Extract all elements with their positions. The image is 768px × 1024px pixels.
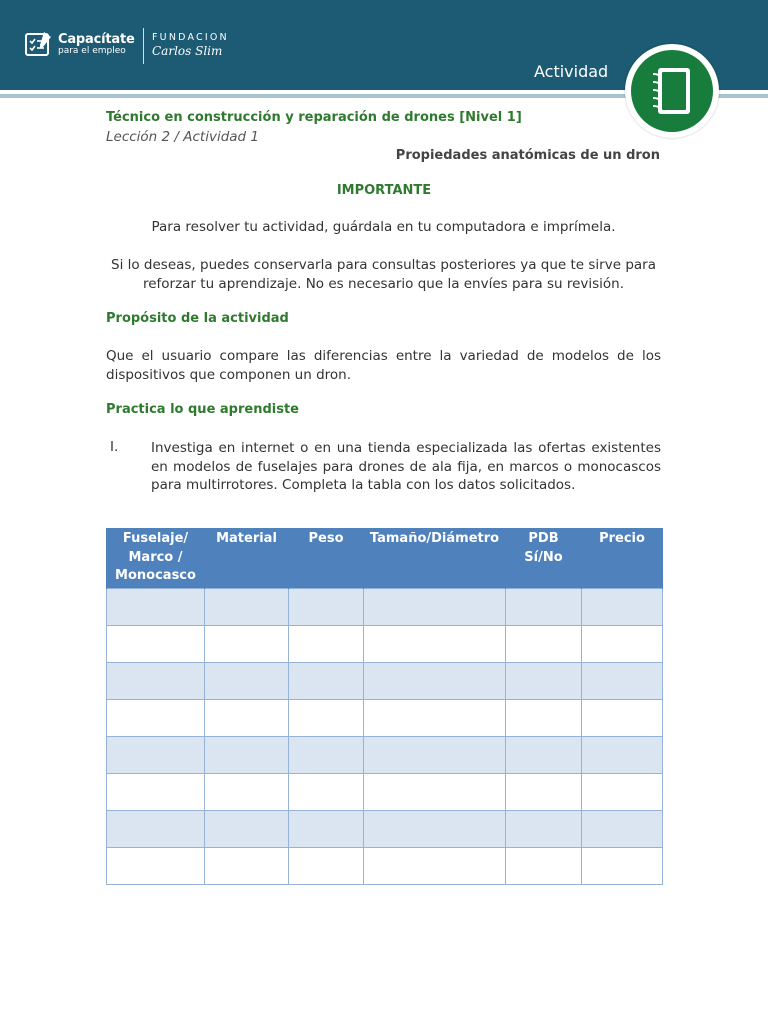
table-cell[interactable] (289, 736, 364, 773)
table-cell[interactable] (205, 699, 289, 736)
table-cell[interactable] (582, 847, 663, 884)
table-row (107, 699, 663, 736)
table-cell[interactable] (506, 662, 582, 699)
table-cell[interactable] (582, 810, 663, 847)
checklist-logo-icon (24, 30, 54, 58)
table-cell[interactable] (364, 810, 506, 847)
table-cell[interactable] (205, 847, 289, 884)
table-cell[interactable] (205, 625, 289, 662)
column-header: Precio (582, 528, 663, 588)
table-cell[interactable] (289, 625, 364, 662)
column-header: Tamaño/Diámetro (364, 528, 506, 588)
table-cell[interactable] (107, 736, 205, 773)
table-row (107, 736, 663, 773)
table-cell[interactable] (107, 847, 205, 884)
table-row (107, 847, 663, 884)
table-cell[interactable] (107, 662, 205, 699)
course-title: Técnico en construcción y reparación de drones [Nivel 1] (106, 110, 522, 125)
table-cell[interactable] (582, 588, 663, 625)
table-cell[interactable] (364, 662, 506, 699)
table-row (107, 773, 663, 810)
table-cell[interactable] (364, 625, 506, 662)
brand-name: Capacítate (58, 32, 135, 47)
table-cell[interactable] (506, 699, 582, 736)
table-cell[interactable] (289, 773, 364, 810)
table-cell[interactable] (107, 625, 205, 662)
table-row (107, 588, 663, 625)
column-header: PDB Sí/No (506, 528, 582, 588)
table-cell[interactable] (107, 773, 205, 810)
brand-tagline: para el empleo (58, 46, 126, 56)
table-cell[interactable] (506, 847, 582, 884)
table-cell[interactable] (205, 773, 289, 810)
purpose-heading: Propósito de la actividad (106, 311, 289, 326)
data-table (106, 528, 663, 885)
table-cell[interactable] (205, 662, 289, 699)
table-cell[interactable] (289, 699, 364, 736)
table-cell[interactable] (506, 810, 582, 847)
notebook-icon (631, 50, 713, 132)
table-cell[interactable] (364, 588, 506, 625)
table-cell[interactable] (582, 699, 663, 736)
important-paragraph-1: Para resolver tu actividad, guárdala en tu computadora e imprímela. (151, 219, 616, 235)
column-header: Peso (289, 528, 364, 588)
column-header: Fuselaje/ Marco / Monocasco (107, 528, 205, 588)
table-cell[interactable] (289, 810, 364, 847)
table-cell[interactable] (107, 588, 205, 625)
important-paragraph-2: Si lo deseas, puedes conservarla para consultas posteriores ya que te sirve para reforzar tu aprendizaje. No es necesario que la envíes para su revisión. (111, 257, 656, 292)
table-row (107, 662, 663, 699)
column-header: Material (205, 528, 289, 588)
table-cell[interactable] (205, 588, 289, 625)
table-cell[interactable] (107, 699, 205, 736)
important-heading: IMPORTANTE (336, 183, 432, 198)
table-cell[interactable] (107, 810, 205, 847)
table-cell[interactable] (506, 625, 582, 662)
table-header-row (107, 528, 663, 588)
table-cell[interactable] (205, 736, 289, 773)
logo-divider (143, 28, 144, 64)
activity-badge (625, 44, 719, 138)
table-cell[interactable] (582, 662, 663, 699)
table-cell[interactable] (506, 736, 582, 773)
foundation-name: Carlos Slim (152, 44, 223, 58)
table-cell[interactable] (364, 699, 506, 736)
table-row (107, 810, 663, 847)
table-cell[interactable] (364, 736, 506, 773)
table-body (107, 588, 663, 884)
table-cell[interactable] (289, 662, 364, 699)
table-cell[interactable] (582, 625, 663, 662)
practice-heading: Practica lo que aprendiste (106, 402, 300, 417)
table-cell[interactable] (506, 773, 582, 810)
table-cell[interactable] (582, 773, 663, 810)
section-title: Actividad (534, 62, 609, 81)
table-cell[interactable] (506, 588, 582, 625)
table-cell[interactable] (582, 736, 663, 773)
table-cell[interactable] (364, 847, 506, 884)
table-cell[interactable] (289, 588, 364, 625)
table-cell[interactable] (364, 773, 506, 810)
table-cell[interactable] (205, 810, 289, 847)
item-instructions: Investiga en internet o en una tienda especializada las ofertas existentes en modelos de fuselajes para drones de ala fija, en marcos o monocascos para multirrotores. Completa la tabla con los datos solicitados. (151, 440, 661, 493)
activity-subject: Propiedades anatómicas de un dron (395, 148, 660, 163)
purpose-text: Que el usuario compare las diferencias entre la variedad de modelos de los dispositivos que componen un dron. (106, 348, 661, 383)
item-number: I. (110, 439, 119, 455)
table-cell[interactable] (289, 847, 364, 884)
foundation-label: FUNDACION (152, 32, 229, 43)
table-row (107, 625, 663, 662)
lesson-label: Lección 2 / Actividad 1 (106, 129, 259, 145)
